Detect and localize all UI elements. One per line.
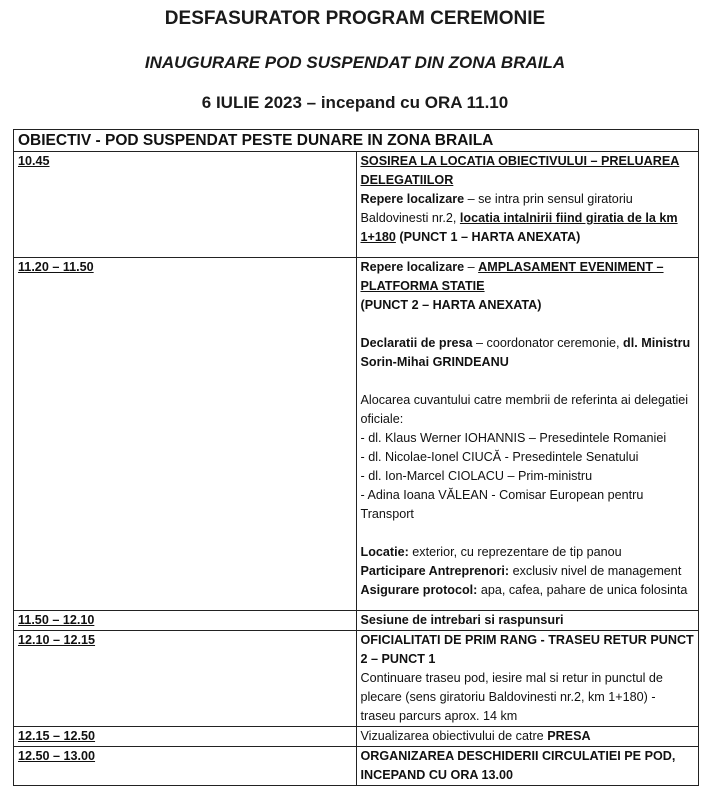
detail-location: Locatie: exterior, cu reprezentare de tip panou <box>360 545 622 559</box>
program-table <box>13 129 699 786</box>
document-subtitle: INAUGURARE POD SUSPENDAT DIN ZONA BRAILA <box>144 53 566 72</box>
speaker-item: - dl. Ion-Marcel CIOLACU – Prim-ministru <box>360 469 593 483</box>
row-content <box>356 258 699 611</box>
objective-row <box>14 130 699 152</box>
row-time: 12.10 – 12.15 <box>14 631 357 727</box>
row-time: 11.20 – 11.50 <box>14 258 357 611</box>
row-time: 11.50 – 12.10 <box>14 611 357 631</box>
speech-intro: Alocarea cuvantului catre membrii de referinta ai delegatiei oficiale: <box>360 393 689 426</box>
row-content: Sesiune de intrebari si raspunsuri <box>356 611 699 631</box>
speaker-item: - Adina Ioana VĂLEAN - Comisar European pentru Transport <box>360 488 644 521</box>
document-title: DESFASURATOR PROGRAM CEREMONIE <box>164 8 546 29</box>
row-content <box>356 152 699 258</box>
press-statement: Declaratii de presa – coordonator ceremonie, dl. Ministru Sorin-Mihai GRINDEANU <box>360 336 691 369</box>
row-content <box>356 631 699 727</box>
speaker-item: - dl. Klaus Werner IOHANNIS – Presedintele Romaniei <box>360 431 667 445</box>
speaker-item: - dl. Nicolae-Ionel CIUCĂ - Presedintele Senatului <box>360 450 639 464</box>
row-time: 10.45 <box>14 152 357 258</box>
table-row <box>14 611 699 631</box>
table-row <box>14 258 699 611</box>
row-content: Vizualizarea obiectivului de catre PRESA <box>356 727 699 747</box>
table-row <box>14 727 699 747</box>
row-title: OFICIALITATI DE PRIM RANG - TRASEU RETUR PUNCT 2 – PUNCT 1 <box>360 633 694 666</box>
objective-heading: OBIECTIV - POD SUSPENDAT PESTE DUNARE IN ZONA BRAILA <box>14 130 699 152</box>
table-row <box>14 631 699 727</box>
table-row <box>14 747 699 786</box>
row-content: ORGANIZAREA DESCHIDERII CIRCULATIEI PE POD, INCEPAND CU ORA 13.00 <box>356 747 699 786</box>
detail-participation: Participare Antreprenori: exclusiv nivel de management <box>360 564 682 578</box>
row-title: SOSIREA LA LOCATIA OBIECTIVULUI – PRELUAREA DELEGATIILOR <box>360 154 680 187</box>
row-time: 12.50 – 13.00 <box>14 747 357 786</box>
table-row <box>14 152 699 258</box>
row-location: Repere localizare – se intra prin sensul giratoriu Baldovinesti nr.2, locatia intalnirii fiind giratia de la km 1+180 (PUNCT 1 – HARTA ANEXATA) <box>360 192 678 244</box>
row-location: Repere localizare – AMPLASAMENT EVENIMENT – PLATFORMA STATIE <box>360 260 664 293</box>
document-date-line: 6 IULIE 2023 – incepand cu ORA 11.10 <box>201 93 509 112</box>
row-location-point: (PUNCT 2 – HARTA ANEXATA) <box>360 298 542 312</box>
detail-protocol: Asigurare protocol: apa, cafea, pahare de unica folosinta <box>360 583 688 597</box>
row-text: Continuare traseu pod, iesire mal si retur in punctul de plecare (sens giratoriu Baldovinesti nr.2, km 1+180) - traseu parcurs aprox. 14 km <box>360 671 663 723</box>
row-time: 12.15 – 12.50 <box>14 727 357 747</box>
